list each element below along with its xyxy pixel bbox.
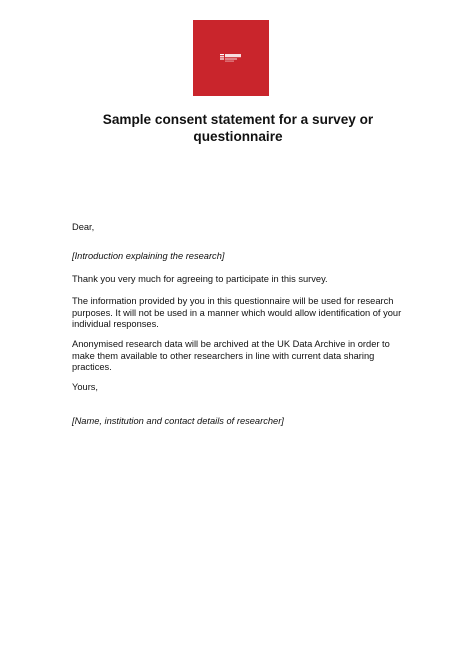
uk-data-service-logo-icon — [220, 53, 242, 63]
information-use-paragraph: The information provided by you in this questionnaire will be used for research purposes. It will not be used in a manner which would allow identification of your individual responses. — [72, 296, 402, 330]
archiving-paragraph: Anonymised research data will be archived at the UK Data Archive in order to make them available to other researchers in line with current data sharing practices. — [72, 339, 390, 373]
thanks-paragraph: Thank you very much for agreeing to participate in this survey. — [72, 274, 328, 284]
salutation: Dear, — [72, 222, 95, 232]
logo — [193, 20, 269, 96]
signature-placeholder: [Name, institution and contact details of researcher] — [72, 416, 284, 426]
intro-placeholder: [Introduction explaining the research] — [72, 251, 225, 261]
document-title: Sample consent statement for a survey or questionnaire — [102, 112, 374, 144]
closing: Yours, — [72, 382, 99, 392]
